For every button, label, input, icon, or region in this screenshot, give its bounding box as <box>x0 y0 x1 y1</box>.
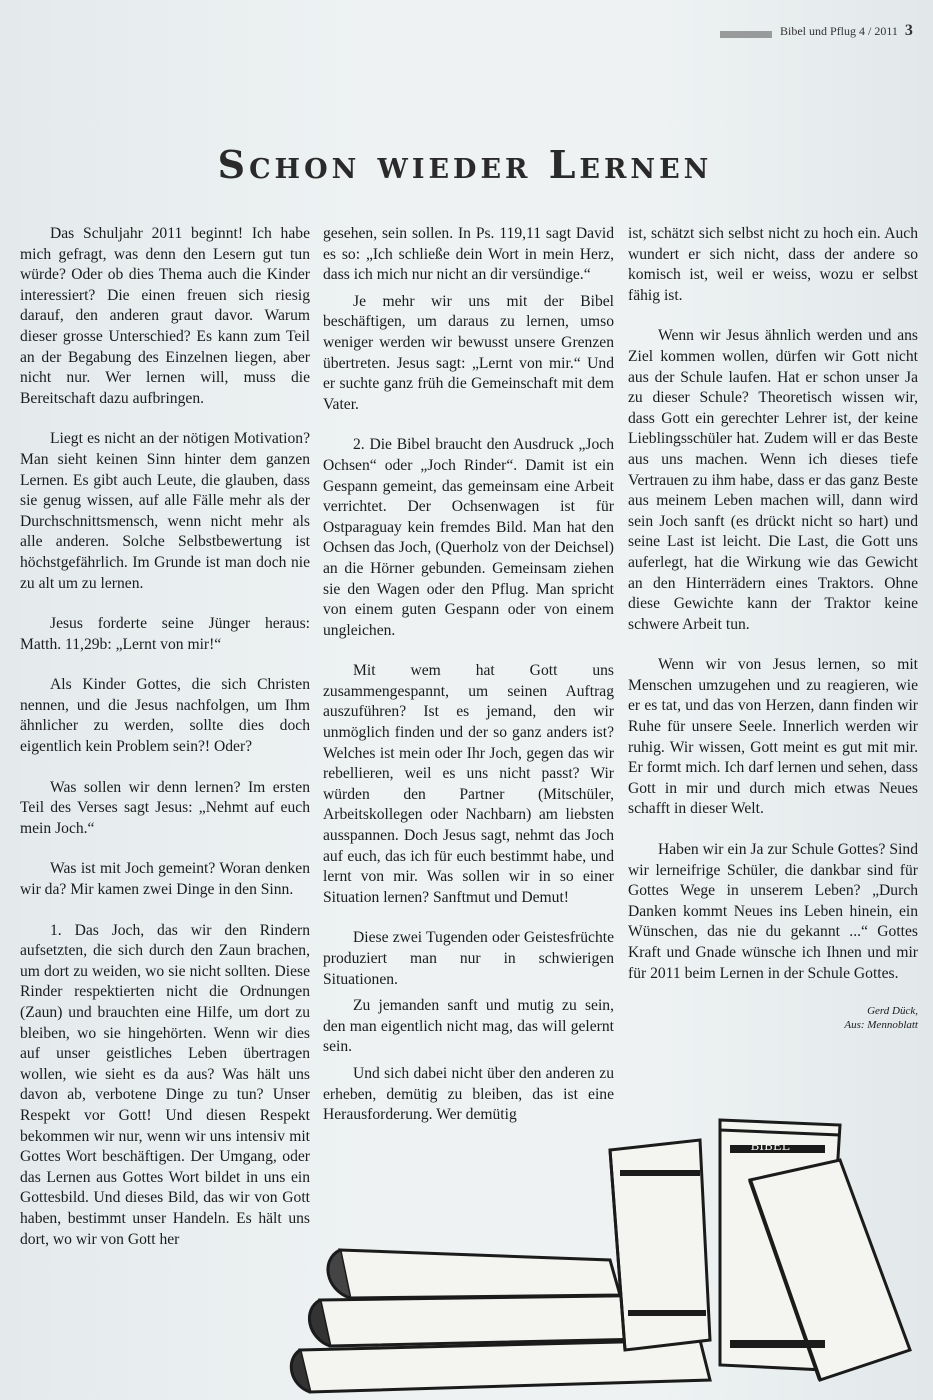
paragraph: ist, schätzt sich selbst nicht zu hoch ein. Auch wundert er sich nicht, dass der andere so komisch ist, weil er weiss, wozu er selbst fähig ist. <box>628 225 918 304</box>
paragraph: Je mehr wir uns mit der Bibel beschäftigen, um daraus zu lernen, umso weniger werden wir bewusst unsere Grenzen übertreten. Jesus sagt: „Lernt von mir.“ Und er suchte ganz früh die Gemeinschaft mit dem Vater. <box>323 292 614 413</box>
paragraph: Zu jemanden sanft und mutig zu sein, den man eigentlich nicht mag, das will gelernt sein. <box>323 997 614 1056</box>
author-credit <box>628 1004 918 1032</box>
article-column-1 <box>20 224 310 1270</box>
paragraph: gesehen, sein sollen. In Ps. 119,11 sagt David es so: „Ich schließe dein Wort in mein Herz, dass ich mich nur nicht an dir versündige.“ <box>323 225 614 284</box>
paragraph: Diese zwei Tugenden oder Geistesfrüchte produziert man nur in schwierigen Situationen. <box>323 929 614 988</box>
paragraph: 2. Die Bibel braucht den Ausdruck „Joch Ochsen“ oder „Joch Rinder“. Damit ist ein Gespann gemeint, das gemeinsam eine Arbeit verrichtet. Der Ochsenwagen ist für Ostparaguay kein fremdes Bild. Man hat den Ochsen das Joch, (Querholz von der Deichsel) an die Hörner gebunden. Gemeinsam ziehen sie den Wagen oder den Pflug. Man spricht von einem guten Gespann oder von einem ungleichen. <box>323 436 614 639</box>
paragraph: Und sich dabei nicht über den anderen zu erheben, demütig zu bleiben, das ist eine Herausforderung. Wer demütig <box>323 1064 614 1124</box>
header-bar <box>720 31 772 38</box>
paragraph: Das Schuljahr 2011 beginnt! Ich habe mich gefragt, was denn den Lesern gut tun würde? Oder ob dies Thema auch die Kinder interessiert? Die einen freuen sich riesig darauf, den anderen graut davor. Warum dieser grosse Unterschied? Es kann zum Teil an der Begabung des Einzelnen liegen, aber nicht nur. Wer lernen will, muss die Bereitschaft dazu aufbringen. <box>20 225 310 407</box>
paragraph: 1. Das Joch, das wir den Rindern aufsetzten, die sich durch den Zaun brachen, um dort zu weiden, wo sie nicht sollten. Diese Rinder respektierten nicht die Ordnungen (Zaun) und brauchten eine Hilfe, um dort zu bleiben, wo sie hingehörten. Wenn wir dies auf unser geistliches Leben übertragen wollen, wie sieht es da aus? Was hält uns davon ab, verbotene Dinge zu tun? Unser Respekt vor Gott! Und diesen Respekt bekommen wir nur, wenn wir uns intensiv mit Gottes Wort beschäftigen. Der Umgang, oder das Lernen aus Gottes Wort bildet in uns ein Gottesbild. Und dieses Bild, das wir von Gott haben, bestimmt unser Handeln. Es hält uns dort, wo wir von Gott her <box>20 921 310 1248</box>
paragraph: Wenn wir Jesus ähnlich werden und ans Ziel kommen wollen, dürfen wir Gott nicht aus der Schule laufen. Hat er schon unser Ja zu dieser Schule? Theoretisch wissen wir, dass Gott ein gerechter Lehrer ist, der keine Lieblingsschüler hat. Zudem will er das Beste aus uns machen. Wenn ich dieses tiefe Vertrauen zu ihm habe, dass er das ganz Beste aus meinem Leben machen will, dann wird sein Joch sanft (es drückt nicht so hart) und seine Last ist leicht. Die Last, die Gott uns auferlegt, hat die Wirkung wie das Gewicht an den Hinterrädern eines Traktors. Ohne diese Gewichte kann der Traktor keine schwere Arbeit tun. <box>628 327 918 633</box>
article-title: Schon wieder Lernen <box>217 142 713 187</box>
publication-name: Bibel und Pflug 4 / 2011 <box>780 24 898 38</box>
paragraph: Jesus forderte seine Jünger heraus: Matth. 11,29b: „Lernt von mir!“ <box>20 615 310 653</box>
books-stack-icon <box>280 1110 920 1395</box>
article-column-2 <box>323 224 614 1146</box>
book-spine-label: BIBEL <box>750 1139 790 1153</box>
paragraph: Was sollen wir denn lernen? Im ersten Teil des Verses sagt Jesus: „Nehmt auf euch mein Joch.“ <box>20 778 310 837</box>
paragraph: Mit wem hat Gott uns zusammengespannt, um seinen Auftrag auszuführen? Ist es jemand, den wir unmöglich finden und der so ganz anders ist? Welches ist mein oder Ihr Joch, gegen das wir rebellieren, weil es uns nicht passt? Wir würden den Partner (Mitschüler, Arbeitskollegen oder Nachbarn) am liebsten ausspannen. Doch Jesus sagt, nehmt das Joch auf euch, das ich für euch bestimmt habe, und lernt von mir. Was sollen wir in so einer Situation lernen? Sanftmut und Demut! <box>323 662 614 906</box>
page-header <box>780 22 913 40</box>
paragraph: Als Kinder Gottes, die sich Christen nennen, und die Jesus nachfolgen, um Ihm ähnlicher zu werden, sollte dies doch eigentlich kein Problem sein?! Oder? <box>20 676 310 756</box>
paragraph: Wenn wir von Jesus lernen, so mit Menschen umzugehen und zu reagieren, wie er es tat, und das von Herzen, dann finden wir Ruhe für unsere Seele. Innerlich werden wir ruhig. Wir wissen, Gott meint es gut mit mir. Er formt mich. Ich darf lernen und sehen, dass Gott in mir und durch mich etwas Neues schafft in dieser Welt. <box>628 656 918 818</box>
paragraph: Haben wir ein Ja zur Schule Gottes? Sind wir lerneifrige Schüler, die dankbar sind für Gottes Wege in unserem Leben? „Durch Danken kommt Neues ins Leben hinein, ein Wünschen, das nie du gekannt ...“ Gottes Kraft und Gnade wünsche ich Ihnen und mir für 2011 beim Lernen in der Schule Gottes. <box>628 841 918 982</box>
author-name: Gerd Dück, <box>867 1005 918 1018</box>
article-source: Aus: Mennoblatt <box>844 1019 918 1032</box>
page-number: 3 <box>904 22 913 39</box>
paragraph: Was ist mit Joch gemeint? Woran denken wir da? Mir kamen zwei Dinge in den Sinn. <box>20 860 310 899</box>
paragraph: Liegt es nicht an der nötigen Motivation? Man sieht keinen Sinn hinter dem ganzen Lernen. Es gibt auch Leute, die glauben, dass sie genug wissen, auf alle Fälle mehr als der Durchschnittsmensch, wenn nicht mehr als alle anderen. Solche Selbstbewertung ist höchstgefährlich. Im Grunde ist man doch nie zu alt um zu lernen. <box>20 430 310 592</box>
article-column-3 <box>628 224 918 1032</box>
